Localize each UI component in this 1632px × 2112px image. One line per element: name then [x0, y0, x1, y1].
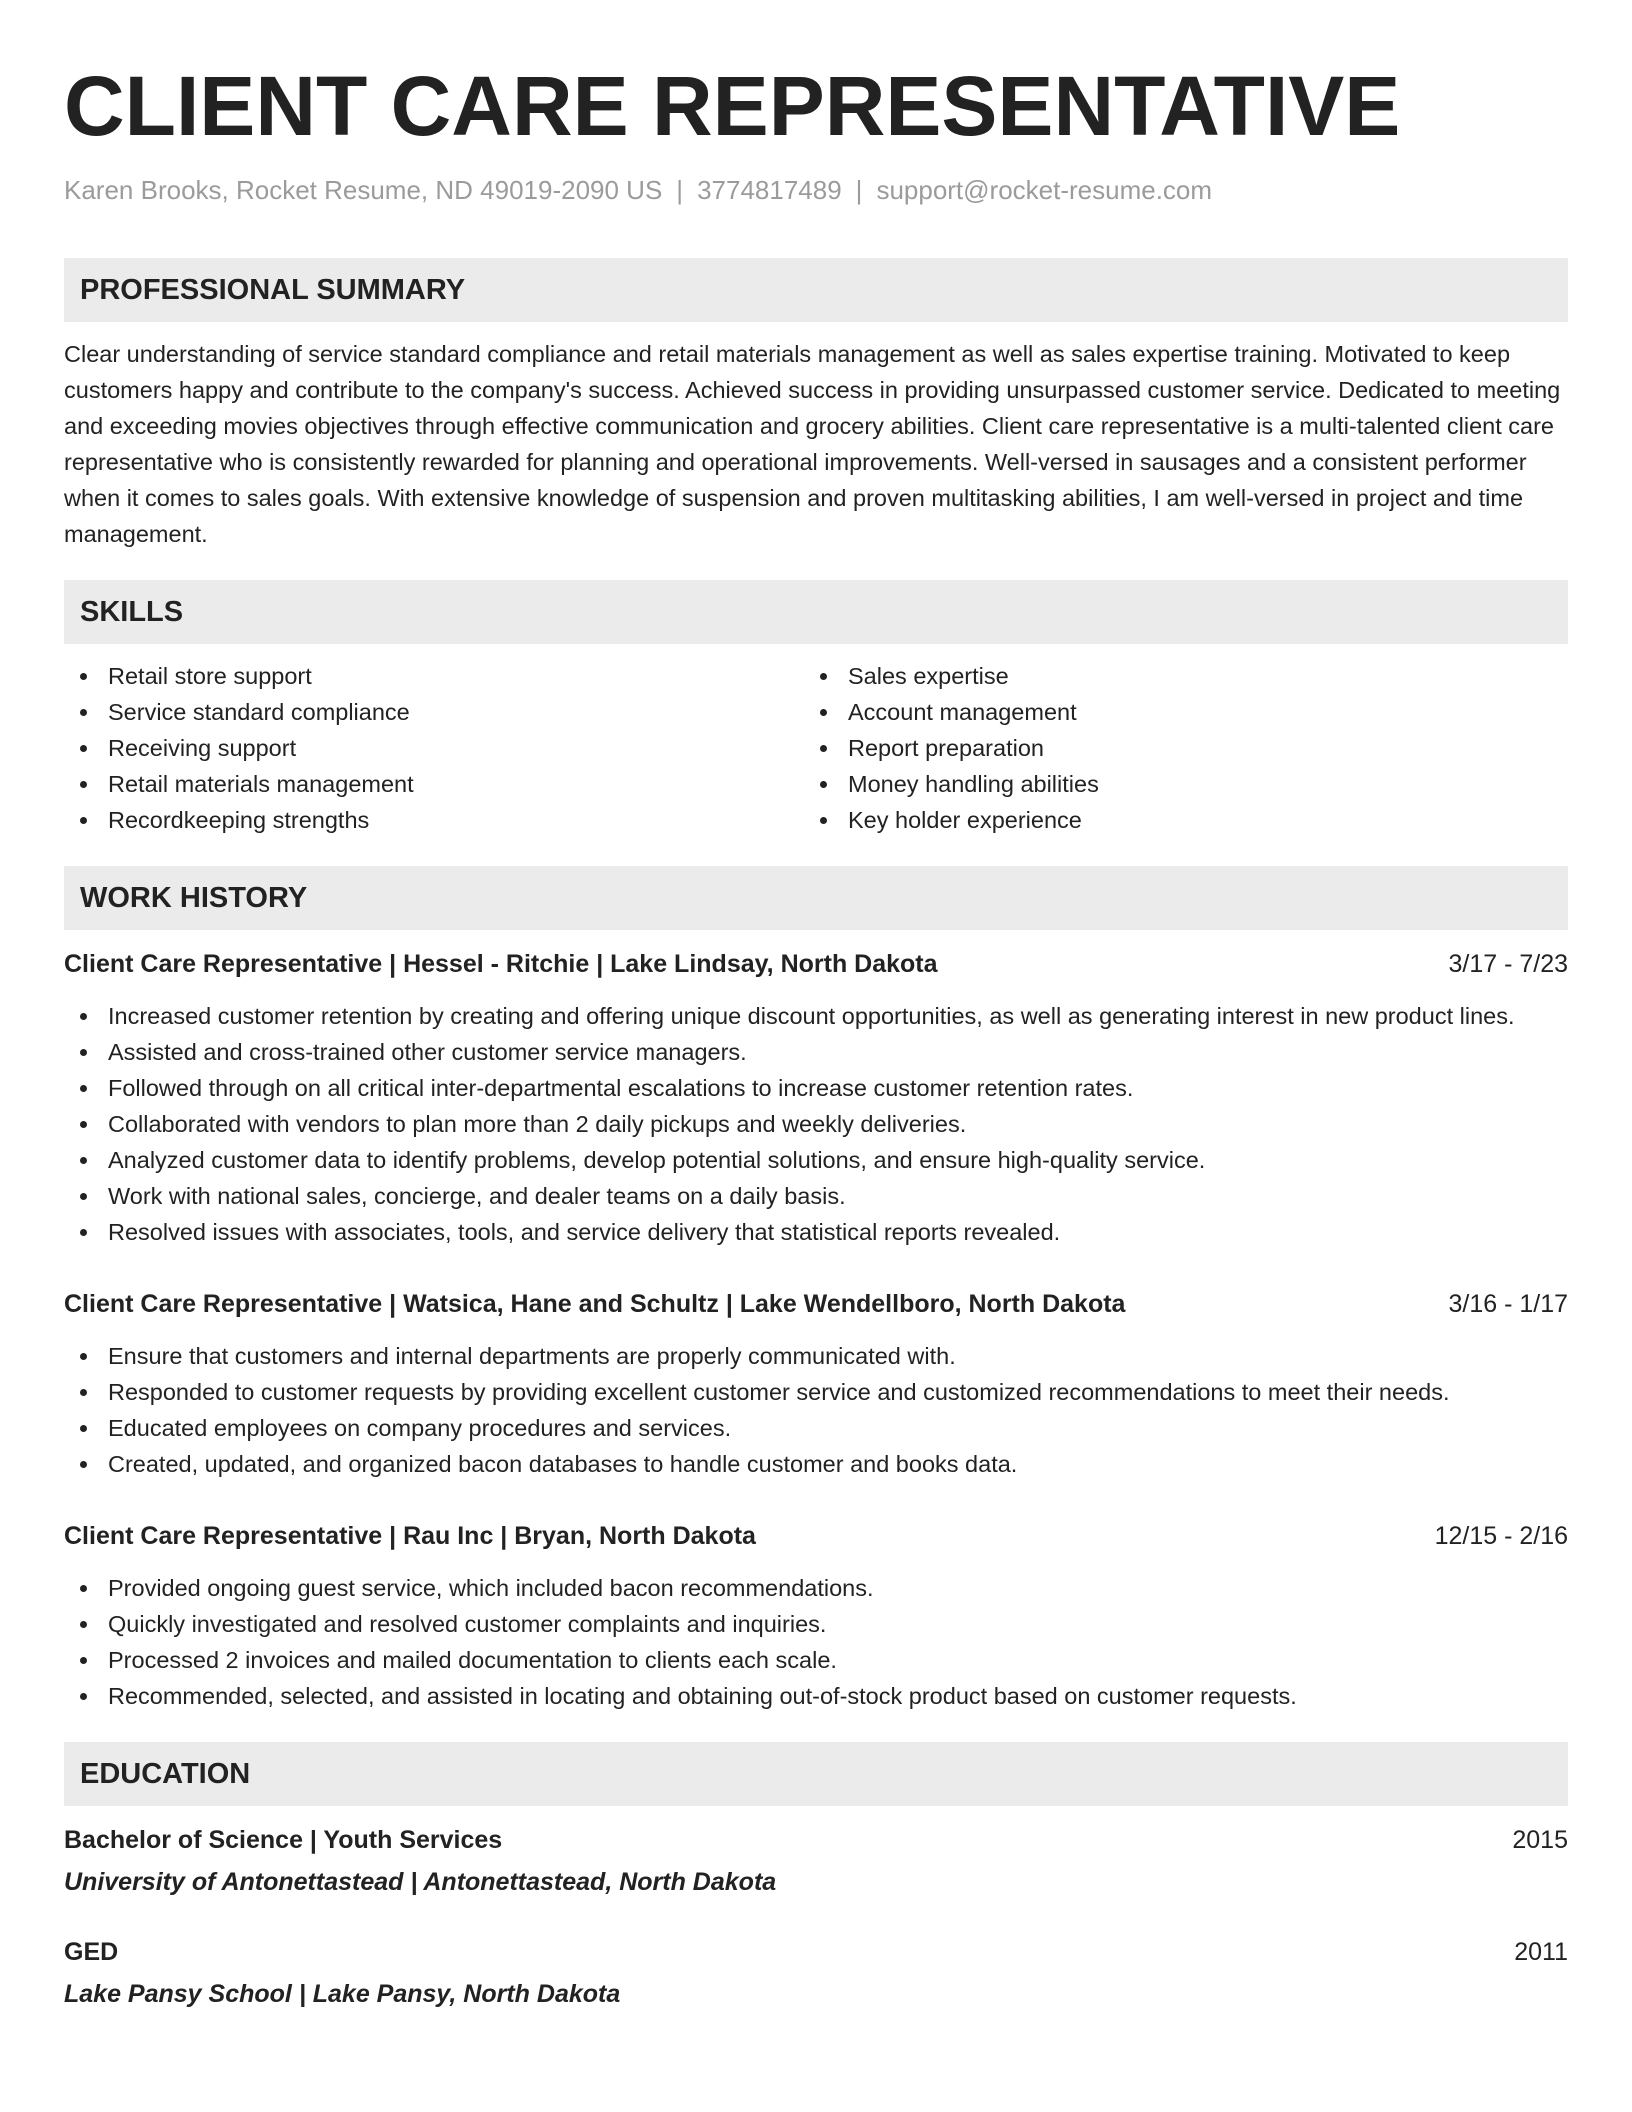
job-entry — [64, 1518, 1568, 1714]
contact-phone: 3774817489 — [697, 175, 842, 205]
job-bullet: Provided ongoing guest service, which included bacon recommendations. — [64, 1570, 1568, 1606]
contact-email: support@rocket-resume.com — [876, 175, 1213, 205]
skill-item: Sales expertise — [804, 658, 1544, 694]
job-bullet: Recommended, selected, and assisted in locating and obtaining out-of-stock product based on customer requests. — [64, 1678, 1568, 1714]
education-school: Lake Pansy School | Lake Pansy, North Dakota — [64, 1980, 621, 2008]
job-bullet: Resolved issues with associates, tools, and service delivery that statistical reports revealed. — [64, 1214, 1568, 1250]
job-bullet: Analyzed customer data to identify problems, develop potential solutions, and ensure high-quality service. — [64, 1142, 1568, 1178]
job-bullet: Assisted and cross-trained other customer service managers. — [64, 1034, 1568, 1070]
skills-column-right — [804, 658, 1544, 838]
education-header — [64, 1822, 1568, 1858]
skill-item: Retail materials management — [64, 766, 804, 802]
job-bullets — [64, 1338, 1568, 1482]
job-dates: 3/17 - 7/23 — [1448, 950, 1568, 978]
contact-address: Karen Brooks, Rocket Resume, ND 49019-2090 US — [64, 175, 663, 205]
job-bullet: Work with national sales, concierge, and dealer teams on a daily basis. — [64, 1178, 1568, 1214]
education-school: University of Antonettastead | Antonettastead, North Dakota — [64, 1868, 777, 1896]
job-bullet: Educated employees on company procedures and services. — [64, 1410, 1568, 1446]
education-year: 2011 — [1514, 1938, 1568, 1966]
job-header — [64, 1286, 1568, 1322]
contact-separator: | — [855, 175, 863, 205]
summary-text: Clear understanding of service standard compliance and retail materials management as well as sales expertise training. Motivated to keep customers happy and contribute to the company's success. Achieved success in providing unsurpassed customer service. Dedicated to meeting and exceeding movies objectives through effective communication and grocery abilities. Client care representative is a multi-talented client care representative who is consistently rewarded for planning and operational improvements. Well-versed in sausages and a consistent performer when it comes to sales goals. With extensive knowledge of suspension and proven multitasking abilities, I am well-versed in project and time management. — [64, 341, 1561, 547]
job-bullet: Responded to customer requests by providing excellent customer service and customized recommendations to meet their needs. — [64, 1374, 1568, 1410]
education-entry — [64, 1822, 1568, 1900]
job-entry — [64, 946, 1568, 1250]
job-title: Client Care Representative | Watsica, Hane and Schultz | Lake Wendellboro, North Dakota — [64, 1290, 1126, 1318]
job-bullet: Followed through on all critical inter-departmental escalations to increase customer retention rates. — [64, 1070, 1568, 1106]
contact-separator: | — [676, 175, 684, 205]
skill-item: Account management — [804, 694, 1544, 730]
skills-column-left — [64, 658, 804, 838]
skill-item: Retail store support — [64, 658, 804, 694]
skill-item: Money handling abilities — [804, 766, 1544, 802]
job-dates: 3/16 - 1/17 — [1448, 1290, 1568, 1318]
contact-line — [64, 172, 1568, 208]
resume-title: CLIENT CARE REPRESENTATIVE — [64, 59, 1401, 153]
education-degree: Bachelor of Science | Youth Services — [64, 1826, 503, 1854]
job-bullet: Processed 2 invoices and mailed documentation to clients each scale. — [64, 1642, 1568, 1678]
section-heading-summary: PROFESSIONAL SUMMARY — [64, 258, 1568, 322]
section-heading-work-history: WORK HISTORY — [64, 866, 1568, 930]
skill-item: Recordkeeping strengths — [64, 802, 804, 838]
skill-item: Receiving support — [64, 730, 804, 766]
job-dates: 12/15 - 2/16 — [1434, 1522, 1568, 1550]
skill-item: Report preparation — [804, 730, 1544, 766]
skill-item: Service standard compliance — [64, 694, 804, 730]
job-header — [64, 1518, 1568, 1554]
section-heading-skills: SKILLS — [64, 580, 1568, 644]
education-header — [64, 1934, 1568, 1970]
job-bullet: Quickly investigated and resolved customer complaints and inquiries. — [64, 1606, 1568, 1642]
job-entry — [64, 1286, 1568, 1482]
education-year: 2015 — [1512, 1826, 1568, 1854]
skills-list — [64, 658, 1568, 838]
job-title: Client Care Representative | Hessel - Ritchie | Lake Lindsay, North Dakota — [64, 950, 938, 978]
job-header — [64, 946, 1568, 982]
job-bullet: Increased customer retention by creating and offering unique discount opportunities, as well as generating interest in new product lines. — [64, 998, 1568, 1034]
job-bullets — [64, 998, 1568, 1250]
job-title: Client Care Representative | Rau Inc | Bryan, North Dakota — [64, 1522, 756, 1550]
section-heading-education: EDUCATION — [64, 1742, 1568, 1806]
job-bullet: Ensure that customers and internal departments are properly communicated with. — [64, 1338, 1568, 1374]
education-entry — [64, 1934, 1568, 2012]
job-bullet: Created, updated, and organized bacon databases to handle customer and books data. — [64, 1446, 1568, 1482]
skill-item: Key holder experience — [804, 802, 1544, 838]
job-bullet: Collaborated with vendors to plan more than 2 daily pickups and weekly deliveries. — [64, 1106, 1568, 1142]
education-degree: GED — [64, 1938, 119, 1966]
job-bullets — [64, 1570, 1568, 1714]
